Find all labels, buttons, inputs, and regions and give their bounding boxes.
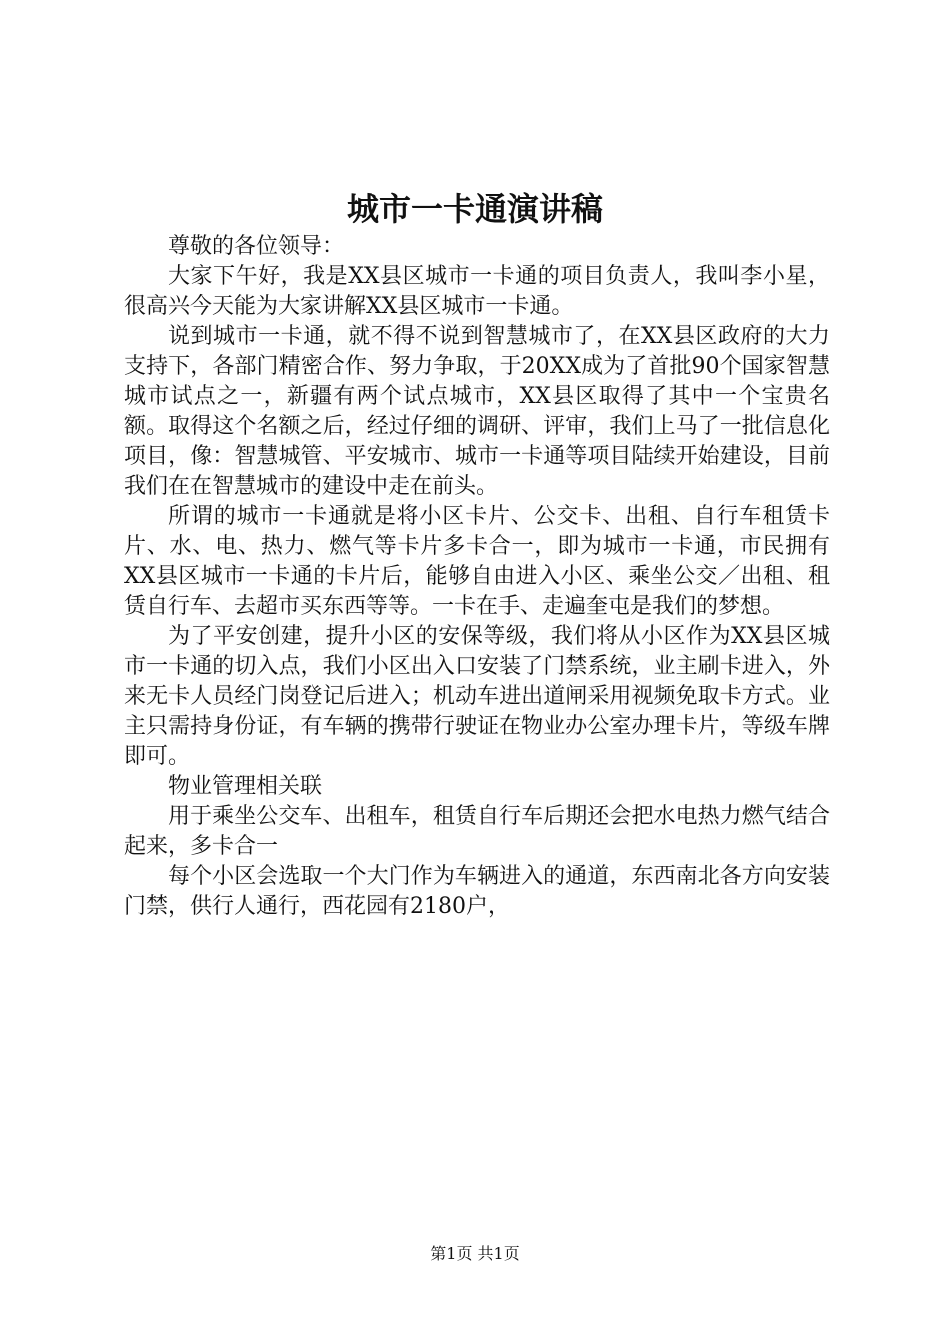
document-title: 城市一卡通演讲稿 bbox=[346, 190, 603, 228]
paragraph-transport-usage: 用于乘坐公交车、出租车，租赁自行车后期还会把水电热力燃气结合起来，多卡合一 bbox=[124, 804, 830, 859]
page-number-footer: 第1页 共1页 bbox=[430, 1244, 520, 1263]
paragraph-community-security: 为了平安创建，提升小区的安保等级，我们将从小区作为XX县区城市一卡通的切入点，我们小区出入口安装了门禁系统，业主刷卡进入，外来无卡人员经门岗登记后进入；机动车进出道闸采用视频免取卡方式。业主只需持身份证，有车辆的携带行驶证在物业办公室办理卡片，等级车牌即可。 bbox=[124, 624, 830, 769]
paragraph-salutation: 尊敬的各位领导： bbox=[168, 234, 345, 259]
document-body bbox=[124, 232, 830, 922]
paragraph-smart-city: 说到城市一卡通，就不得不说到智慧城市了，在XX县区政府的大力支持下，各部门精密合作、努力争取，于20XX成为了首批90个国家智慧城市试点之一，新疆有两个试点城市，XX县区取得了其中一个宝贵名额。取得这个名额之后，经过仔细的调研、评审，我们上马了一批信息化项目，像：智慧城管、平安城市、城市一卡通等项目陆续开始建设，目前我们在在智慧城市的建设中走在前头。 bbox=[124, 324, 830, 499]
paragraph-greeting: 大家下午好，我是XX县区城市一卡通的项目负责人，我叫李小星，很高兴今天能为大家讲解XX县区城市一卡通。 bbox=[124, 264, 830, 319]
paragraph-card-definition: 所谓的城市一卡通就是将小区卡片、公交卡、出租、自行车租赁卡片、水、电、热力、燃气等卡片多卡合一，即为城市一卡通，市民拥有XX县区城市一卡通的卡片后，能够自由进入小区、乘坐公交／出租、租赁自行车、去超市买东西等等。一卡在手、走遍奎屯是我们的梦想。 bbox=[124, 504, 830, 619]
paragraph-community-gates: 每个小区会选取一个大门作为车辆进入的通道，东西南北各方向安装门禁，供行人通行，西花园有2180户， bbox=[124, 864, 830, 919]
paragraph-property-management: 物业管理相关联 bbox=[168, 774, 323, 799]
